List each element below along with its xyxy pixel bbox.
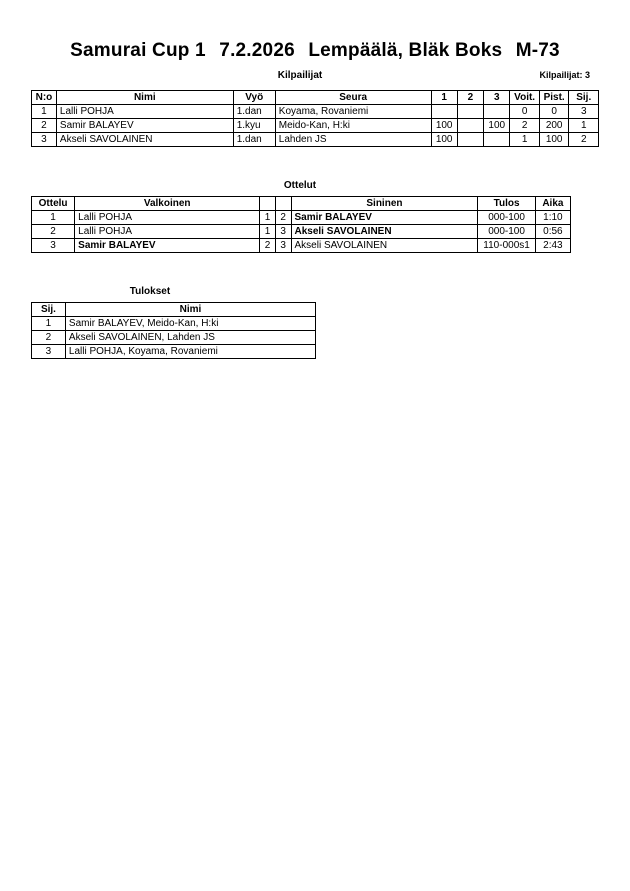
cell-points: 200 [539,119,569,133]
column-header-blue: Sininen [291,197,478,211]
cell-no: 3 [32,133,57,147]
column-header-m1: 1 [431,91,457,105]
cell-points: 100 [539,133,569,147]
cell-rank: 1 [32,317,66,331]
cell-m3 [484,133,510,147]
column-header-white: Valkoinen [75,197,260,211]
cell-name: Lalli POHJA [56,105,233,119]
cell-belt: 1.dan [233,105,275,119]
cell-rank: 2 [569,133,599,147]
cell-club: Koyama, Rovaniemi [275,105,431,119]
cell-name: Lalli POHJA, Koyama, Rovaniemi [65,345,315,359]
column-header-name: Nimi [65,303,315,317]
cell-time: 1:10 [535,211,570,225]
cell-m3 [484,105,510,119]
cell-white-no: 2 [260,239,276,253]
table-row [32,317,316,331]
cell-match-no: 1 [32,211,75,225]
cell-no: 1 [32,105,57,119]
column-header-no: N:o [32,91,57,105]
cell-result: 000-100 [478,211,535,225]
cell-rank: 3 [569,105,599,119]
cell-time: 2:43 [535,239,570,253]
column-header-wins: Voit. [510,91,539,105]
cell-name: Samir BALAYEV [56,119,233,133]
cell-m2 [457,119,483,133]
cell-m2 [457,105,483,119]
column-header-match: Ottelu [32,197,75,211]
cell-rank: 3 [32,345,66,359]
table-header-row [32,91,599,105]
column-header-time: Aika [535,197,570,211]
cell-wins: 2 [510,119,539,133]
event-date: 7.2.2026 [219,40,295,61]
cell-club: Lahden JS [275,133,431,147]
column-header-rank: Sij. [32,303,66,317]
cell-result: 000-100 [478,225,535,239]
section-label-competitors: Kilpailijat [277,70,323,81]
cell-wins: 1 [510,133,539,147]
column-header-m3: 3 [484,91,510,105]
page-title [0,40,630,62]
column-header-rank: Sij. [569,91,599,105]
cell-rank: 1 [569,119,599,133]
table-header-row [32,303,316,317]
cell-club: Meido-Kan, H:ki [275,119,431,133]
cell-name: Akseli SAVOLAINEN [56,133,233,147]
cell-name: Akseli SAVOLAINEN, Lahden JS [65,331,315,345]
cell-result: 110-000s1 [478,239,535,253]
cell-blue: Akseli SAVOLAINEN [291,225,478,239]
cell-match-no: 3 [32,239,75,253]
column-header-white-no [260,197,276,211]
table-row [32,345,316,359]
column-header-blue-no [275,197,291,211]
section-label-matches: Ottelut [283,180,317,191]
cell-m3: 100 [484,119,510,133]
cell-white-no: 1 [260,211,276,225]
cell-blue-no: 2 [275,211,291,225]
cell-white: Samir BALAYEV [75,239,260,253]
cell-match-no: 2 [32,225,75,239]
cell-wins: 0 [510,105,539,119]
matches-table [31,196,571,253]
column-header-result: Tulos [478,197,535,211]
cell-m2 [457,133,483,147]
cell-blue: Akseli SAVOLAINEN [291,239,478,253]
cell-rank: 2 [32,331,66,345]
cell-m1 [431,105,457,119]
cell-white-no: 1 [260,225,276,239]
event-place: Lempäälä, Bläk Boks [308,40,503,61]
cell-m1: 100 [431,119,457,133]
cell-points: 0 [539,105,569,119]
cell-white: Lalli POHJA [75,225,260,239]
cell-blue-no: 3 [275,225,291,239]
cell-blue-no: 3 [275,239,291,253]
cell-name: Samir BALAYEV, Meido-Kan, H:ki [65,317,315,331]
competitors-count: Kilpailijat: 3 [539,70,590,80]
column-header-name: Nimi [56,91,233,105]
table-row [32,331,316,345]
cell-no: 2 [32,119,57,133]
table-row [32,119,599,133]
results-table [31,302,316,359]
table-row [32,105,599,119]
table-row [32,239,571,253]
cell-belt: 1.dan [233,133,275,147]
cell-belt: 1.kyu [233,119,275,133]
column-header-club: Seura [275,91,431,105]
event-name: Samurai Cup 1 [70,40,206,61]
event-category: M-73 [515,40,560,61]
title-line [0,40,630,62]
column-header-belt: Vyö [233,91,275,105]
table-row [32,211,571,225]
table-row [32,133,599,147]
competitors-table [31,90,599,147]
table-header-row [32,197,571,211]
column-header-m2: 2 [457,91,483,105]
cell-white: Lalli POHJA [75,211,260,225]
cell-blue: Samir BALAYEV [291,211,478,225]
cell-m1: 100 [431,133,457,147]
section-label-results: Tulokset [129,286,171,297]
cell-time: 0:56 [535,225,570,239]
table-row [32,225,571,239]
column-header-points: Pist. [539,91,569,105]
